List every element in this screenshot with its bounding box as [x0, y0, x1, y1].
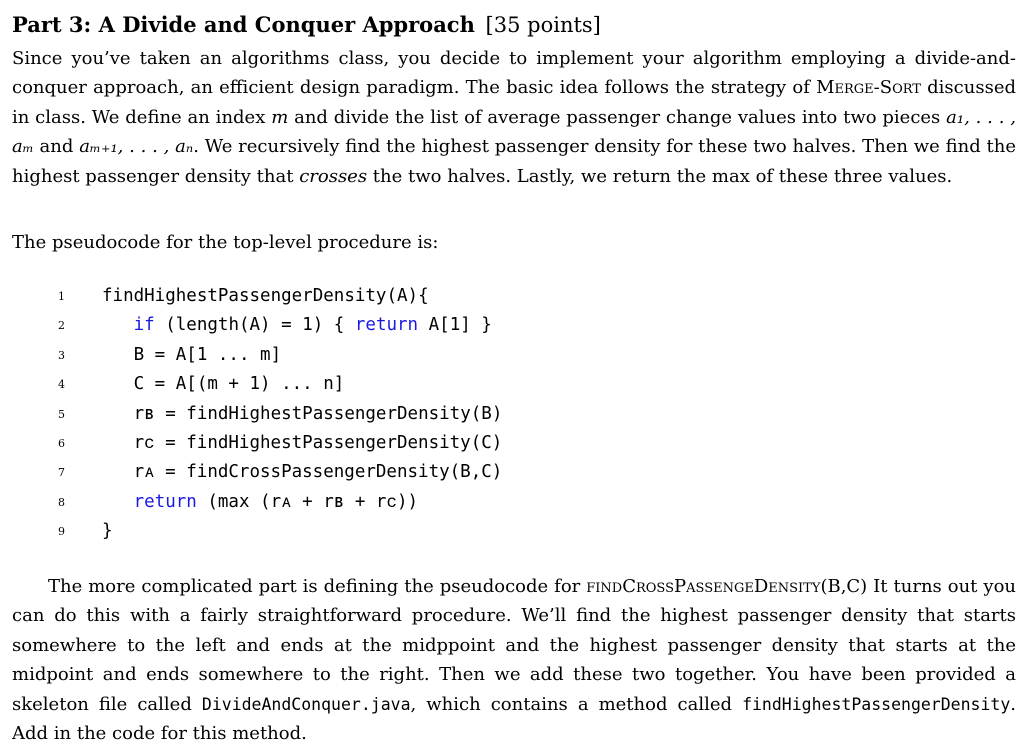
code-fragment: findHighestPassengerDensity(A){ — [102, 286, 429, 306]
code-line — [58, 370, 738, 399]
code-line — [58, 311, 738, 340]
code-fragment: C = A[(m + 1) ... n] — [102, 374, 345, 395]
code-text — [102, 517, 113, 546]
index-m: m — [271, 106, 289, 128]
code-fragment — [102, 492, 134, 512]
code-line — [58, 488, 738, 517]
cross-text-1: The more complicated part is defining the pseudocode for — [48, 576, 587, 597]
code-text — [102, 311, 492, 340]
line-number: 9 — [58, 525, 65, 539]
code-line — [58, 341, 738, 370]
skeleton-file-name: DivideAndConquer.java — [201, 694, 411, 714]
intro-text-6: the two halves. Lastly, we return the max of these three values. — [367, 165, 953, 187]
code-fragment — [102, 315, 134, 335]
code-text — [102, 400, 502, 429]
second-half-seq: aₘ₊₁, . . . , aₙ — [79, 136, 194, 158]
code-keyword: return — [133, 491, 197, 512]
line-number: 6 — [58, 436, 65, 450]
line-number: 4 — [58, 378, 65, 392]
method-name: findHighestPassengerDensity — [742, 694, 1011, 714]
line-number: 3 — [58, 348, 65, 362]
code-fragment: rᴄ = findHighestPassengerDensity(C) — [102, 432, 503, 453]
code-line — [58, 458, 738, 487]
section-heading — [12, 10, 601, 40]
intro-text-4: and — [33, 136, 80, 158]
pseudocode-listing — [58, 282, 738, 547]
cross-text-4: . Add in the code for this method. — [12, 693, 1017, 745]
code-keyword: if — [133, 315, 155, 336]
pseudocode-intro: The pseudocode for the top-level procedure is: — [12, 232, 439, 253]
line-number: 7 — [58, 466, 65, 480]
line-number: 8 — [58, 495, 65, 509]
code-line — [58, 400, 738, 429]
merge-sort-term: Merge-Sort — [816, 77, 921, 99]
code-text — [102, 341, 281, 370]
section-title: Part 3: A Divide and Conquer Approach — [12, 12, 475, 37]
code-line — [58, 517, 738, 546]
cross-function-name: findCrossPassengeDensity — [586, 576, 821, 597]
code-text — [102, 429, 502, 458]
intro-text-5: . We recursively find the highest passenger density for these two halves. Then we find the highest passenger density that — [12, 136, 1016, 187]
code-text — [102, 282, 429, 311]
points-label: [35 points] — [485, 13, 601, 37]
code-fragment: } — [102, 521, 113, 542]
code-line — [58, 282, 738, 311]
code-fragment: B = A[1 ... m] — [102, 344, 282, 365]
first-half-seq: a₁, . . . , aₘ — [12, 106, 1016, 158]
code-fragment: rᴀ = findCrossPassengerDensity(B,C) — [102, 462, 503, 483]
cross-density-paragraph — [12, 572, 1016, 748]
code-fragment: (max (rᴀ + rʙ + rᴄ)) — [196, 491, 419, 512]
code-fragment: A[1] } — [418, 315, 492, 336]
code-text — [102, 370, 344, 399]
intro-text-2: discussed in class. We define an index — [12, 77, 1016, 128]
code-text — [102, 488, 418, 517]
intro-text-3: and divide the list of average passenger change values into two pieces — [288, 106, 947, 128]
code-text — [102, 458, 502, 487]
intro-text-1: Since you’ve taken an algorithms class, you decide to implement your algorithm employing a divide-and-conquer approach, an efficient design paradigm. The basic idea follows the strategy of — [12, 48, 1016, 99]
code-fragment: (length(A) = 1) { — [154, 315, 355, 336]
code-line — [58, 429, 738, 458]
line-number: 5 — [58, 407, 65, 421]
crosses-term: crosses — [299, 165, 368, 187]
code-keyword: return — [354, 315, 419, 336]
cross-text-3: , which contains a method called — [410, 693, 743, 715]
code-fragment: rʙ = findHighestPassengerDensity(B) — [102, 403, 503, 424]
line-number: 2 — [58, 319, 65, 333]
line-number: 1 — [58, 290, 65, 303]
intro-paragraph — [12, 44, 1016, 191]
cross-text-2: (B,C) It turns out you can do this with a fairly straightforward procedure. We’ll find the highest passenger density that starts somewhere to the left and ends at the midppoint and the highest passenger density that starts at the midpoint and ends somewhere to the right. Then we add these two together. You have been provided a skeleton file called — [12, 576, 1016, 715]
